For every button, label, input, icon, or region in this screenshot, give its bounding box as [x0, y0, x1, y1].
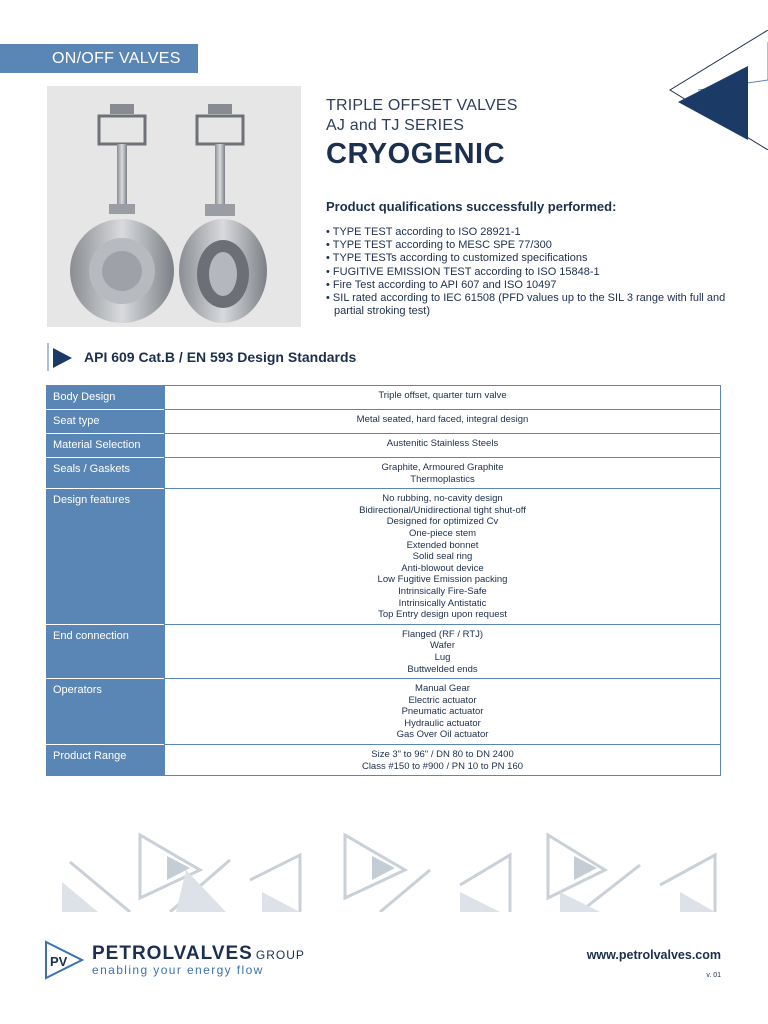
- brand-tagline: enabling your energy flow: [92, 963, 264, 977]
- list-item: • TYPE TEST according to ISO 28921-1: [326, 226, 726, 239]
- value-line: Bidirectional/Unidirectional tight shut-off: [359, 504, 526, 516]
- qualifications-list: [326, 226, 726, 318]
- table-row-label: End connection: [47, 624, 165, 678]
- value-line: Class #150 to #900 / PN 10 to PN 160: [361, 760, 524, 772]
- value-line: Extended bonnet: [406, 539, 479, 551]
- table-row-label: Product Range: [47, 745, 165, 776]
- value-line: Flanged (RF / RTJ): [401, 628, 484, 640]
- triangle-arrow-icon: [668, 30, 768, 150]
- table-row-value: [165, 624, 721, 678]
- table-row: [47, 624, 721, 678]
- table-row-label: Body Design: [47, 386, 165, 410]
- table-row-label: Seat type: [47, 410, 165, 434]
- table-row-label: Design features: [47, 489, 165, 625]
- value-line: Metal seated, hard faced, integral design: [356, 414, 529, 425]
- value-line: Top Entry design upon request: [378, 609, 507, 621]
- qualifications-heading: Product qualifications successfully performed:: [326, 199, 617, 214]
- value-line: One-piece stem: [408, 527, 477, 539]
- value-line: Size 3" to 96" / DN 80 to DN 2400: [371, 749, 514, 761]
- subtitle-series-type: TRIPLE OFFSET VALVES: [326, 97, 518, 114]
- table-row-value: [165, 410, 721, 434]
- list-item: • Fire Test according to API 607 and ISO 10497: [326, 279, 726, 292]
- website-link[interactable]: www.petrolvalves.com: [586, 948, 721, 962]
- value-line: Electric actuator: [408, 694, 477, 706]
- value-line: Graphite, Armoured Graphite: [381, 462, 504, 473]
- table-row: [47, 489, 721, 625]
- value-line: Intrinsically Antistatic: [398, 597, 487, 609]
- spec-table: [46, 385, 721, 776]
- list-item: • TYPE TESTs according to customized specifications: [326, 252, 726, 265]
- value-line: Wafer: [430, 640, 455, 652]
- valve-illustration: [47, 86, 301, 327]
- list-item: • SIL rated according to IEC 61508 (PFD values up to the SIL 3 range with full and partial stroking test): [326, 292, 726, 318]
- category-banner: ON/OFF VALVES: [0, 44, 198, 73]
- list-item: • FUGITIVE EMISSION TEST according to ISO 15848-1: [326, 266, 726, 279]
- table-row: [47, 745, 721, 776]
- brand-suffix: GROUP: [255, 948, 305, 962]
- table-row: [47, 410, 721, 434]
- brand-wordmark: PETROLVALVES: [92, 943, 253, 964]
- list-item: • TYPE TEST according to MESC SPE 77/300: [326, 239, 726, 252]
- pv-logo-icon: [44, 940, 84, 980]
- value-line: Low Fugitive Emission packing: [377, 574, 508, 586]
- table-row-label: Seals / Gaskets: [47, 458, 165, 489]
- value-line: No rubbing, no-cavity design: [382, 493, 503, 505]
- table-row: [47, 679, 721, 745]
- decorative-pattern: [0, 820, 768, 912]
- value-line: Intrinsically Fire-Safe: [398, 585, 487, 597]
- table-row-value: [165, 386, 721, 410]
- table-row: [47, 458, 721, 489]
- page-title: CRYOGENIC: [326, 138, 506, 170]
- value-line: Pneumatic actuator: [401, 706, 484, 718]
- value-line: Lug: [434, 651, 451, 663]
- svg-text:PV: PV: [50, 954, 68, 969]
- value-line: Designed for optimized Cv: [386, 516, 499, 528]
- subtitle-series-name: AJ and TJ SERIES: [326, 117, 465, 134]
- standards-heading: API 609 Cat.B / EN 593 Design Standards: [84, 349, 357, 365]
- play-arrow-icon: [44, 341, 76, 373]
- value-line: Triple offset, quarter turn valve: [378, 390, 507, 401]
- table-row-value: [165, 434, 721, 458]
- table-row-label: Operators: [47, 679, 165, 745]
- table-row-label: Material Selection: [47, 434, 165, 458]
- value-line: Solid seal ring: [412, 551, 473, 563]
- value-line: Austenitic Stainless Steels: [386, 438, 499, 449]
- version-label: v. 01: [706, 972, 721, 979]
- table-row: [47, 386, 721, 410]
- product-photo: [47, 86, 301, 327]
- value-line: Hydraulic actuator: [404, 717, 481, 729]
- table-row-value: [165, 745, 721, 776]
- table-row-value: [165, 458, 721, 489]
- value-line: Manual Gear: [415, 683, 470, 695]
- value-line: Buttwelded ends: [407, 663, 478, 675]
- table-row: [47, 434, 721, 458]
- value-line: Thermoplastics: [410, 473, 475, 485]
- table-row-value: [165, 679, 721, 745]
- value-line: Anti-blowout device: [401, 562, 484, 574]
- table-row-value: [165, 489, 721, 625]
- brand-name: [92, 943, 305, 965]
- value-line: Gas Over Oil actuator: [396, 729, 489, 741]
